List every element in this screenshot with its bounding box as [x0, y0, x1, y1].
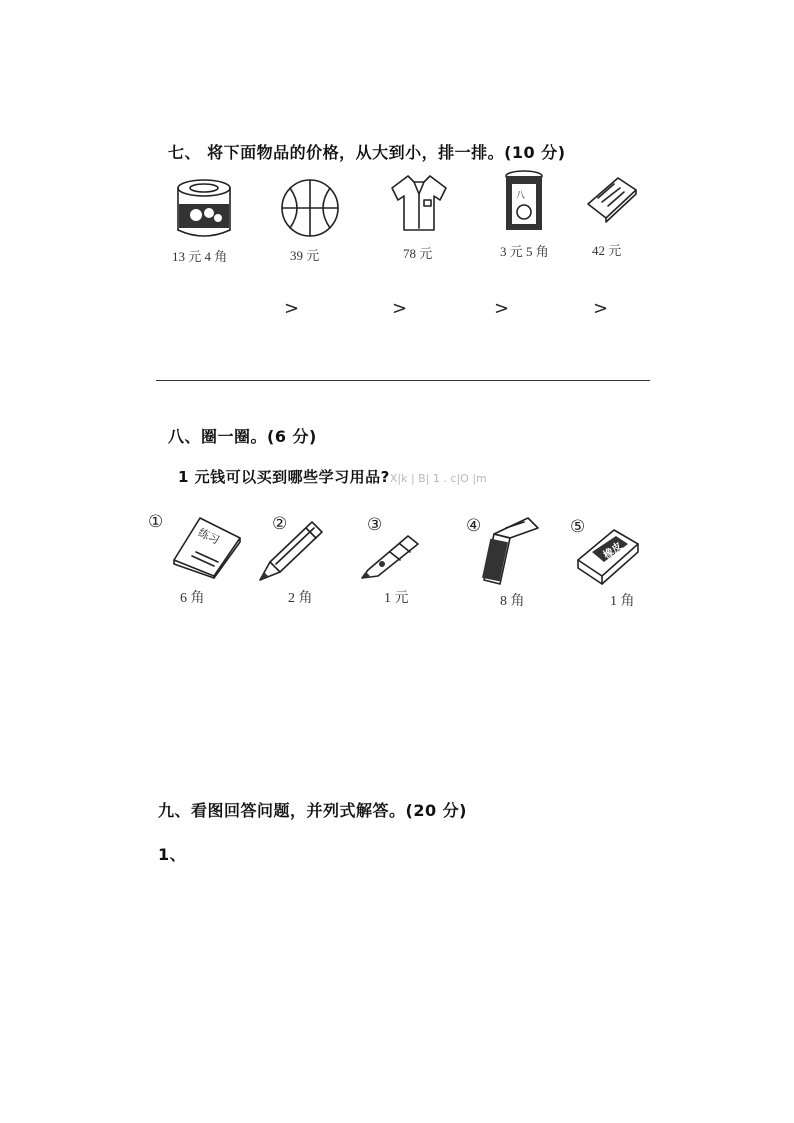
section8-heading: 八、圈一圈。(6 分)	[168, 427, 317, 446]
item-marker: ②	[272, 514, 288, 534]
question-text: 1 元钱可以买到哪些学习用品?	[178, 468, 390, 486]
price-label: 42 元	[592, 243, 622, 258]
section9-heading: 九、看图回答问题，并列式解答。(20 分)	[158, 801, 467, 820]
price-label: 2 角	[288, 591, 313, 606]
section8-question	[178, 466, 487, 487]
pen-icon	[360, 530, 422, 580]
eraser-label: 橡皮	[601, 540, 625, 562]
price-label: 6 角	[180, 591, 205, 606]
svg-text:八: 八	[516, 191, 526, 201]
basketball-icon	[280, 178, 340, 238]
section9-subquestion: 1、	[158, 845, 187, 864]
pencil-icon	[256, 518, 326, 584]
item-marker: ③	[367, 515, 383, 535]
item-marker: ①	[148, 512, 164, 532]
greater-than-sign: >	[494, 298, 510, 319]
item-marker: ⑤	[570, 517, 586, 537]
greater-than-sign: >	[593, 298, 609, 319]
snack-box-icon	[584, 174, 640, 222]
shirt-icon	[388, 172, 450, 234]
price-label: 3 元 5 角	[500, 244, 549, 259]
notebook-label: 练习	[196, 525, 222, 547]
canned-food-icon	[174, 178, 236, 240]
section-divider	[156, 380, 650, 381]
section7-heading: 七、 将下面物品的价格，从大到小，排一排。(10 分)	[168, 143, 566, 162]
price-label: 78 元	[403, 246, 433, 261]
pencil-sharpener-icon	[480, 516, 546, 588]
drink-can-icon	[500, 170, 548, 236]
price-label: 1 角	[610, 594, 635, 609]
notebook-icon	[170, 512, 242, 578]
item-marker: ④	[466, 516, 482, 536]
eraser-icon	[574, 526, 642, 584]
price-label: 13 元 4 角	[172, 249, 228, 264]
price-label: 39 元	[290, 248, 320, 263]
watermark-text: X|k | B| 1 . c|O |m	[389, 472, 487, 485]
price-label: 8 角	[500, 594, 525, 609]
price-label: 1 元	[384, 591, 409, 606]
greater-than-sign: >	[392, 298, 408, 319]
greater-than-sign: >	[284, 298, 300, 319]
